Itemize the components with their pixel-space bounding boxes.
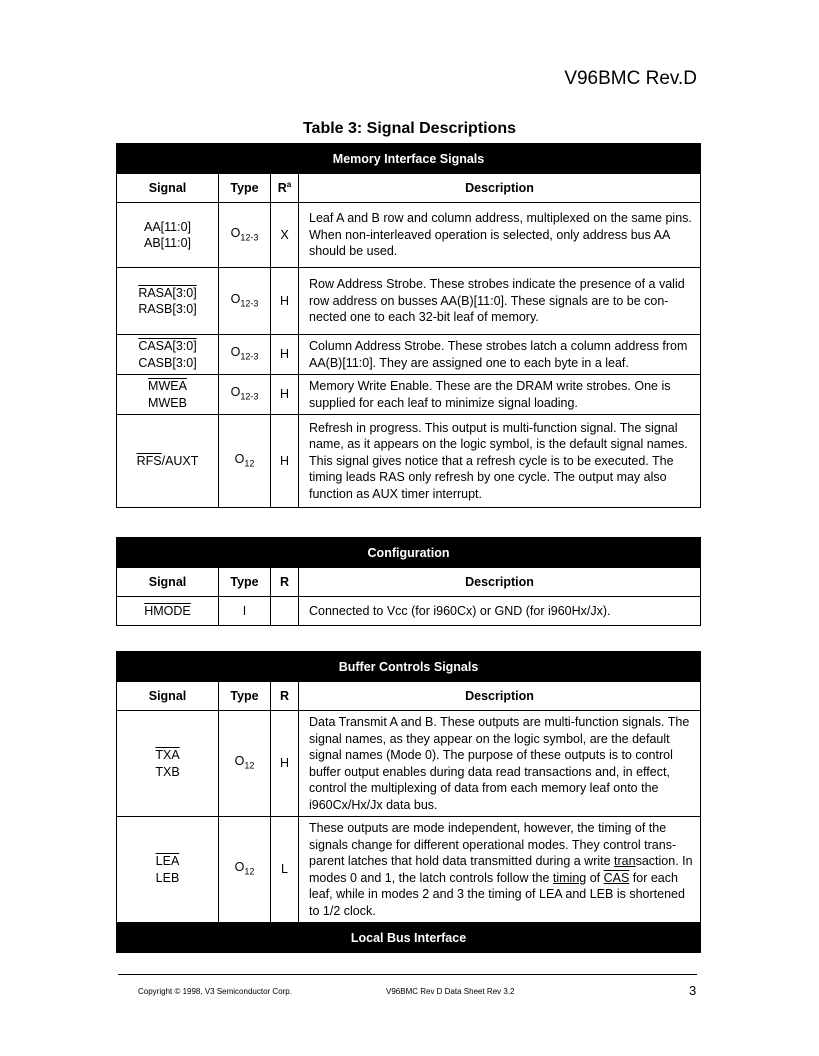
description-text: timing [552,870,587,885]
signal-cell [117,415,219,508]
table-row [117,817,701,923]
signal-cell [117,335,219,375]
column-header-r: R [271,568,299,597]
column-header-type: Type [219,568,271,597]
reset-state-cell [271,597,299,626]
column-header-description: Description [299,568,701,597]
description-cell [299,817,701,923]
type-subscript: 12-3 [240,351,259,362]
footer-document-title: V96BMC Rev D Data Sheet Rev 3.2 [386,987,515,996]
description-cell: Row Address Strobe. These strobes indicate the presence of a valid row address on busses AA(B)[11:0]. These signals are to be con-nected one to each 32-bit leaf of memory. [299,268,701,335]
description-cell: Column Address Strobe. These strobes latch a column address from AA(B)[11:0]. They are assigned one to each byte in a leaf. [299,335,701,375]
signal-name: AB[11:0] [143,236,192,250]
signal-name: AA[11:0] [143,219,192,234]
configuration-banner: Configuration [117,538,701,568]
column-header-description: Description [299,682,701,711]
buffer-controls-table [116,651,701,953]
column-header-description: Description [299,174,701,203]
description-text: tran [614,854,636,868]
type-subscript: 12-3 [240,232,259,242]
description-cell: Refresh in progress. This output is multi-function signal. The signal name, as it appears on the logic symbol, is the default signal names. This signal gives notice that a refresh cycle is to be executed. The timing leads RAS only refresh by one cycle. The output may also function as AUX timer interrupt. [299,415,701,508]
signal-name: $\overline{TXA}$ [155,748,180,762]
column-header-signal: Signal [117,682,219,711]
table-row [117,597,701,626]
signal-name: MWEA [148,379,187,393]
reset-state-cell: H [271,375,299,415]
signal-cell [117,817,219,923]
signal-cell [117,375,219,415]
table-row [117,375,701,415]
table-row [117,203,701,268]
type-subscript: 12 [244,760,255,771]
signal-name: RASB[3:0] [138,302,197,316]
local-bus-interface-banner: Local Bus Interface [117,923,701,953]
r-footnote-mark: a [286,180,292,190]
type-value: O [230,345,241,359]
table-row [117,335,701,375]
column-header-signal: Signal [117,174,219,203]
description-text: These outputs are mode independent, however, the timing of the signals change for different operational modes. They control trans-parent latches that hold data transmitted during a write [309,821,677,868]
type-cell [219,203,271,268]
description-cell: Leaf A and B row and column address, multiplexed on the same pins. When non-interleaved operation is selected, only address bus AA should be used. [299,203,701,268]
description-text: saction. In modes 0 and 1, the latch controls follow the [309,854,693,885]
type-cell: I [219,597,271,626]
signal-cell [117,268,219,335]
description-cell: Connected to Vcc (for i960Cx) or GND (for i960Hx/Jx). [299,597,701,626]
reset-state-cell: H [271,711,299,817]
signal-cell [117,597,219,626]
page-number: 3 [689,983,697,998]
document-id-header: V96BMC Rev.D [564,68,697,89]
signal-name: MWEB [148,395,187,410]
column-header-r [271,174,299,203]
buffer-controls-banner: Buffer Controls Signals [117,652,701,682]
memory-interface-banner: Memory Interface Signals [117,144,701,174]
type-value: O [230,225,241,240]
type-cell [219,375,271,415]
reset-state-cell: X [271,203,299,268]
signal-name: /AUXT [161,453,199,468]
table-row [117,415,701,508]
type-value: O [234,754,245,768]
column-header-r: R [271,682,299,711]
signal-name: $\overline{RFS}$ [136,453,162,468]
description-text: CAS [603,870,630,885]
description-cell: Data Transmit A and B. These outputs are multi-function signals. The signal names, as they appear on the logic symbol, are the default signal names (Mode 0). The purpose of these outputs is to control buffer output enables during data read transactions and, in effect, control the multiplexing of data from each memory leaf onto the i960Cx/Hx/Jx data bus. [299,711,701,817]
memory-interface-table [116,143,701,508]
description-text: for each leaf, while in modes 2 and 3 the timing of LEA and LEB is shortened to 1/2 clock. [309,870,685,918]
table-title: Table 3: Signal Descriptions [302,120,517,137]
type-cell [219,415,271,508]
signal-name: $\overline{LEA}$ [155,854,180,868]
reset-state-cell: H [271,415,299,508]
footer-divider [118,974,697,975]
type-subscript: 12 [244,866,255,877]
type-cell [219,817,271,923]
reset-state-cell: H [271,335,299,375]
type-cell [219,711,271,817]
type-cell [219,335,271,375]
table-row [117,268,701,335]
type-value: O [234,860,245,874]
type-value: O [234,451,245,466]
signal-name: RASA[3:0] [138,285,197,300]
type-subscript: 12-3 [240,298,259,308]
type-value: O [230,385,241,399]
signal-name: CASB[3:0] [138,355,197,370]
signal-name: LEB [155,870,180,885]
r-label: R [277,181,287,196]
column-header-type: Type [219,174,271,203]
signal-name: TXB [155,764,180,779]
table-row [117,711,701,817]
description-cell: Memory Write Enable. These are the DRAM write strobes. One is supplied for each leaf to minimize signal loading. [299,375,701,415]
type-subscript: 12-3 [240,391,259,402]
description-text: of [586,870,604,885]
type-cell [219,268,271,335]
footer-copyright: Copyright © 1998, V3 Semiconductor Corp. [138,987,292,996]
signal-name: HMODE [144,603,191,618]
configuration-table [116,537,701,626]
reset-state-cell: H [271,268,299,335]
column-header-signal: Signal [117,568,219,597]
reset-state-cell: L [271,817,299,923]
type-value: O [230,291,241,306]
type-subscript: 12 [244,458,255,468]
signal-cell [117,203,219,268]
column-header-type: Type [219,682,271,711]
signal-name: CASA[3:0] [138,339,197,353]
signal-cell [117,711,219,817]
